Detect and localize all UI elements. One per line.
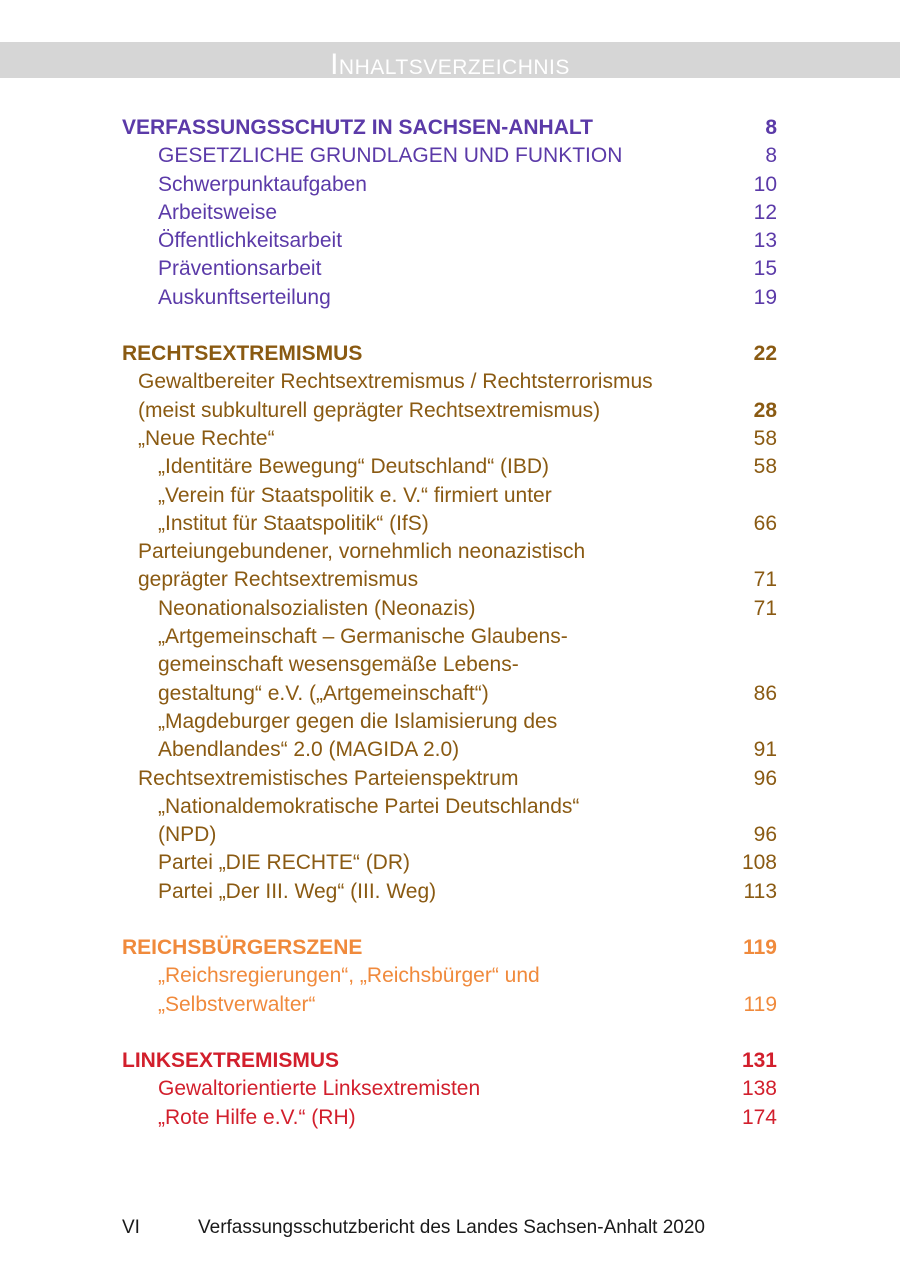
toc-entry[interactable] [122,708,777,736]
toc-entry[interactable] [122,821,777,849]
toc-entry-page: 12 [753,200,777,224]
toc-entry-title: VERFASSUNGSSCHUTZ IN SACHSEN-ANHALT [122,116,593,139]
toc-entry-page: 22 [753,342,777,366]
toc-entry-title: „Identitäre Bewegung“ Deutschland“ (IBD) [158,455,550,479]
toc-entry[interactable] [122,142,777,170]
page-footer [122,1214,822,1242]
toc-entry-title: „Reichsregierungen“, „Reichsbürger“ und [158,964,540,988]
toc-entry-page: 15 [753,257,777,281]
toc-entry[interactable] [122,623,777,651]
toc-entry-title: geprägter Rechtsextremismus [138,568,419,592]
toc-entry-page: 119 [743,936,777,960]
toc-entry-page: 13 [753,229,777,253]
toc-section [122,934,777,1019]
toc-section-heading[interactable] [122,934,777,962]
toc-entry-title: Parteiungebundener, vornehmlich neonazistisch [138,540,586,564]
toc-entry-page: 19 [753,285,777,309]
toc-section [122,1047,777,1132]
toc-section-heading[interactable] [122,114,777,142]
toc-entry-page: 174 [741,1105,777,1129]
toc-entry-title: gemeinschaft wesensgemäße Lebens- [158,653,519,677]
toc-entry-page: 58 [753,455,777,479]
toc-entry[interactable] [122,227,777,255]
toc-entry-title: Arbeitsweise [158,200,278,224]
footer-text: Verfassungsschutzbericht des Landes Sachsen-Anhalt 2020 [198,1217,705,1238]
toc-entry[interactable] [122,453,777,481]
toc-entry-page: 96 [753,766,777,790]
toc-entry[interactable] [122,1075,777,1103]
toc-entry[interactable] [122,171,777,199]
toc-entry[interactable] [122,284,777,312]
toc-entry-page: 66 [753,511,777,535]
toc-entry[interactable] [122,651,777,679]
toc-entry-page: 91 [753,738,777,762]
toc-entry-title: „Artgemeinschaft – Germanische Glaubens- [158,625,568,649]
toc-entry-title: Neonationalsozialisten (Neonazis) [158,596,476,620]
toc-entry[interactable] [122,765,777,793]
toc-entry[interactable] [122,255,777,283]
toc-entry-title: Gewaltbereiter Rechtsextremismus / Rechtsterrorismus [138,370,653,394]
toc-entry-title: „Nationaldemokratische Partei Deutschlands“ [158,794,580,818]
toc-entry[interactable] [122,736,777,764]
toc-entry-title: Rechtsextremistisches Parteienspektrum [138,766,519,790]
toc-entry-title: Gewaltorientierte Linksextremisten [158,1077,481,1101]
toc-entry-title: Partei „DIE RECHTE“ (DR) [158,851,411,875]
toc-entry-title: GESETZLICHE GRUNDLAGEN UND FUNKTION [158,144,623,168]
toc-entry[interactable] [122,566,777,594]
toc-entry[interactable] [122,397,777,425]
toc-section-heading[interactable] [122,1047,777,1075]
toc-entry-title: „Neue Rechte“ [138,426,275,450]
toc-entry-title: Partei „Der III. Weg“ (III. Weg) [158,879,437,903]
toc-entry[interactable] [122,991,777,1019]
toc-entry-page: 71 [753,568,777,592]
toc-entry-page: 108 [741,851,777,875]
toc-entry-page: 96 [753,823,777,847]
toc-entry[interactable] [122,878,777,906]
toc-entry-title: REICHSBÜRGERSZENE [122,936,363,960]
toc-entry-page: 71 [753,596,777,620]
toc-entry-title: RECHTSEXTREMISMUS [122,342,363,366]
toc-entry-title: gestaltung“ e.V. („Artgemeinschaft“) [158,681,489,705]
toc-entry-page: 8 [765,116,777,139]
table-of-contents [122,114,777,1160]
toc-entry-title: „Institut für Staatspolitik“ (IfS) [158,511,429,535]
toc-entry-title: Öffentlichkeitsarbeit [158,229,343,253]
toc-entry-page: 28 [753,398,777,422]
footer-page-number: VI [122,1217,140,1238]
toc-entry-title: „Rote Hilfe e.V.“ (RH) [158,1105,356,1129]
toc-entry-page: 119 [743,992,777,1016]
toc-entry-title: Präventionsarbeit [158,257,322,281]
toc-section [122,114,777,312]
toc-entry[interactable] [122,199,777,227]
toc-entry-title: (meist subkulturell geprägter Rechtsextremismus) [138,398,601,422]
toc-entry-page: 86 [753,681,777,705]
toc-entry-title: LINKSEXTREMISMUS [122,1048,340,1072]
toc-entry[interactable] [122,425,777,453]
toc-entry-title: „Selbstverwalter“ [158,992,316,1016]
page-title: Inhaltsverzeichnis [330,48,570,81]
toc-entry[interactable] [122,849,777,877]
toc-section [122,340,777,906]
toc-entry-title: „Verein für Staatspolitik e. V.“ firmiert unter [158,483,552,507]
toc-entry[interactable] [122,510,777,538]
toc-entry-title: (NPD) [158,823,217,847]
toc-entry[interactable] [122,680,777,708]
toc-entry-page: 58 [753,426,777,450]
toc-entry[interactable] [122,482,777,510]
toc-entry[interactable] [122,962,777,990]
toc-entry-page: 138 [741,1077,777,1101]
toc-entry-page: 131 [741,1048,777,1072]
toc-entry-page: 8 [765,144,777,168]
toc-entry[interactable] [122,595,777,623]
toc-entry[interactable] [122,368,777,396]
toc-entry-title: Schwerpunktaufgaben [158,172,367,196]
toc-entry-title: Auskunftserteilung [158,285,331,309]
toc-entry-page: 113 [743,879,777,903]
toc-entry-title: „Magdeburger gegen die Islamisierung des [158,709,558,733]
toc-entry-title: Abendlandes“ 2.0 (MAGIDA 2.0) [158,738,460,762]
toc-entry[interactable] [122,1104,777,1132]
toc-entry[interactable] [122,793,777,821]
toc-entry-page: 10 [753,172,777,196]
toc-section-heading[interactable] [122,340,777,368]
toc-entry[interactable] [122,538,777,566]
